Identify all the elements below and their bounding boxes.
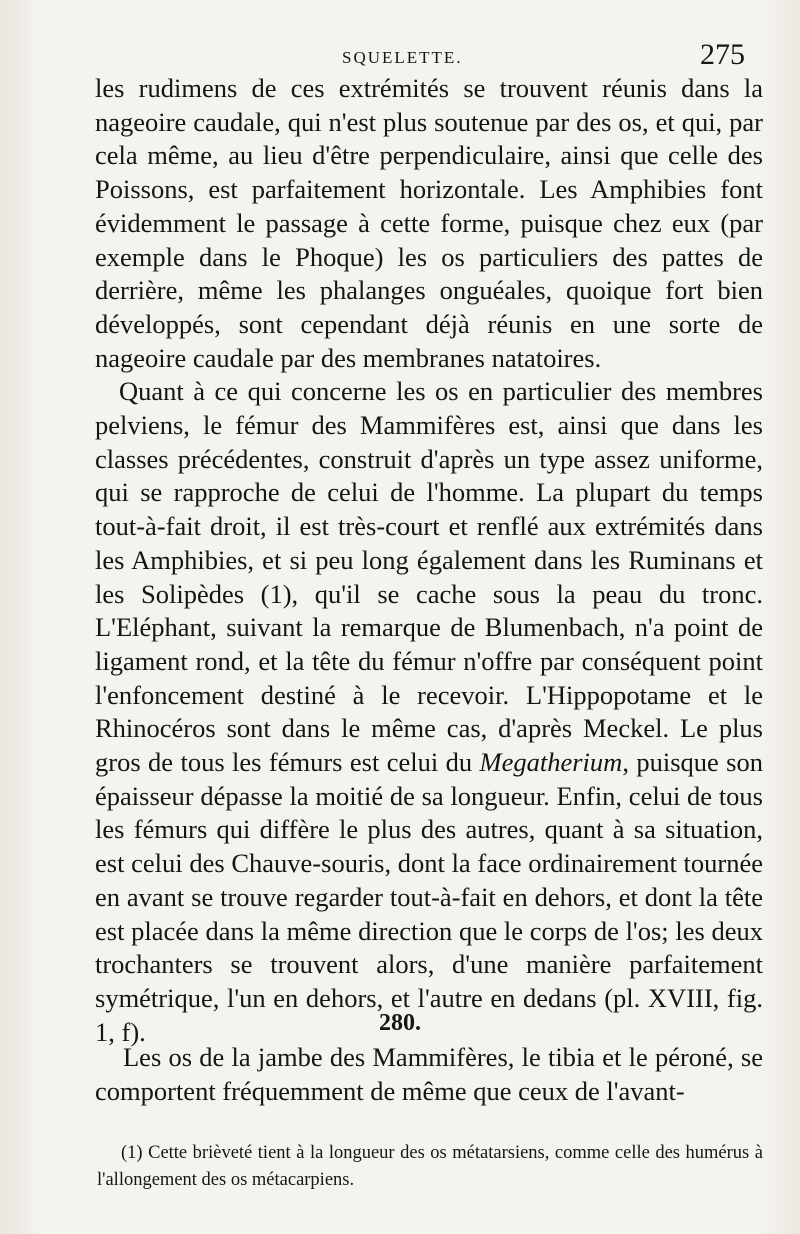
paragraph-1: les rudimens de ces extrémités se trouvent réunis dans la nageoire caudale, qui n'est plus soutenue par des os, et qui, par cela même, au lieu d'être perpendiculaire, ainsi que celle des Poissons, est parfaitement horizontale. Les Amphibies font évidemment le passage à cette forme, puisque chez eux (par exemple dans le Phoque) les os particuliers des pattes de derrière, même les phalanges onguéales, quoique fort bien développés, sont cependant déjà réunis en une sorte de nageoire caudale par des membranes natatoires. (95, 73, 763, 373)
next-section-text (95, 1040, 763, 1108)
section-number: 280. (379, 1010, 421, 1036)
footnote (97, 1140, 763, 1194)
running-title: SQUELETTE. (342, 48, 463, 67)
page-number: 275 (700, 38, 745, 71)
main-text (95, 72, 763, 1049)
paragraph-2-start: Quant à ce qui concerne les os en particulier des membres pelviens, le fémur des Mammifères est, ainsi que dans les classes précédentes, construit d'après un type assez uniforme, qui se rapproche de celui de l'homme. La plupart du temps tout-à-fait droit, il est très-court et renflé aux extrémités dans les Amphibies, et si peu long également dans les Ruminans et les Solipèdes (1), qu'il se cache sous la peau du tronc. L'Eléphant, suivant la remarque de Blumenbach, n'a point de ligament rond, et la tête du fémur n'offre par conséquent point l'enfoncement destiné à le recevoir. L'Hippopotame et le Rhinocéros sont dans le même cas, d'après Meckel. Le plus gros de tous les fémurs est celui du (95, 376, 763, 778)
megatherium-italic: Megatherium (479, 747, 623, 778)
paragraph-2 (95, 375, 763, 1049)
paragraph-2-end: , puisque son épaisseur dépasse la moitié de sa longueur. Enfin, celui de tous les fémurs qui diffère le plus des autres, quant à sa situation, est celui des Chauve-souris, dont la face ordinairement tournée en avant se trouve regarder tout-à-fait en dehors, et dont la tête est placée dans la même direction que le corps de l'os; les deux trochanters se trouvent alors, d'une manière parfaitement symétrique, l'un en dehors, et l'autre en dedans (pl. XVIII, fig. 1, f). (95, 747, 763, 1047)
footnote-text: (1) Cette brièveté tient à la longueur des os métatarsiens, comme celle des humérus à l'allongement des os métacarpiens. (97, 1143, 763, 1190)
paragraph-3: Les os de la jambe des Mammifères, le tibia et le péroné, se comportent fréquemment de même que ceux de l'avant- (95, 1042, 763, 1106)
